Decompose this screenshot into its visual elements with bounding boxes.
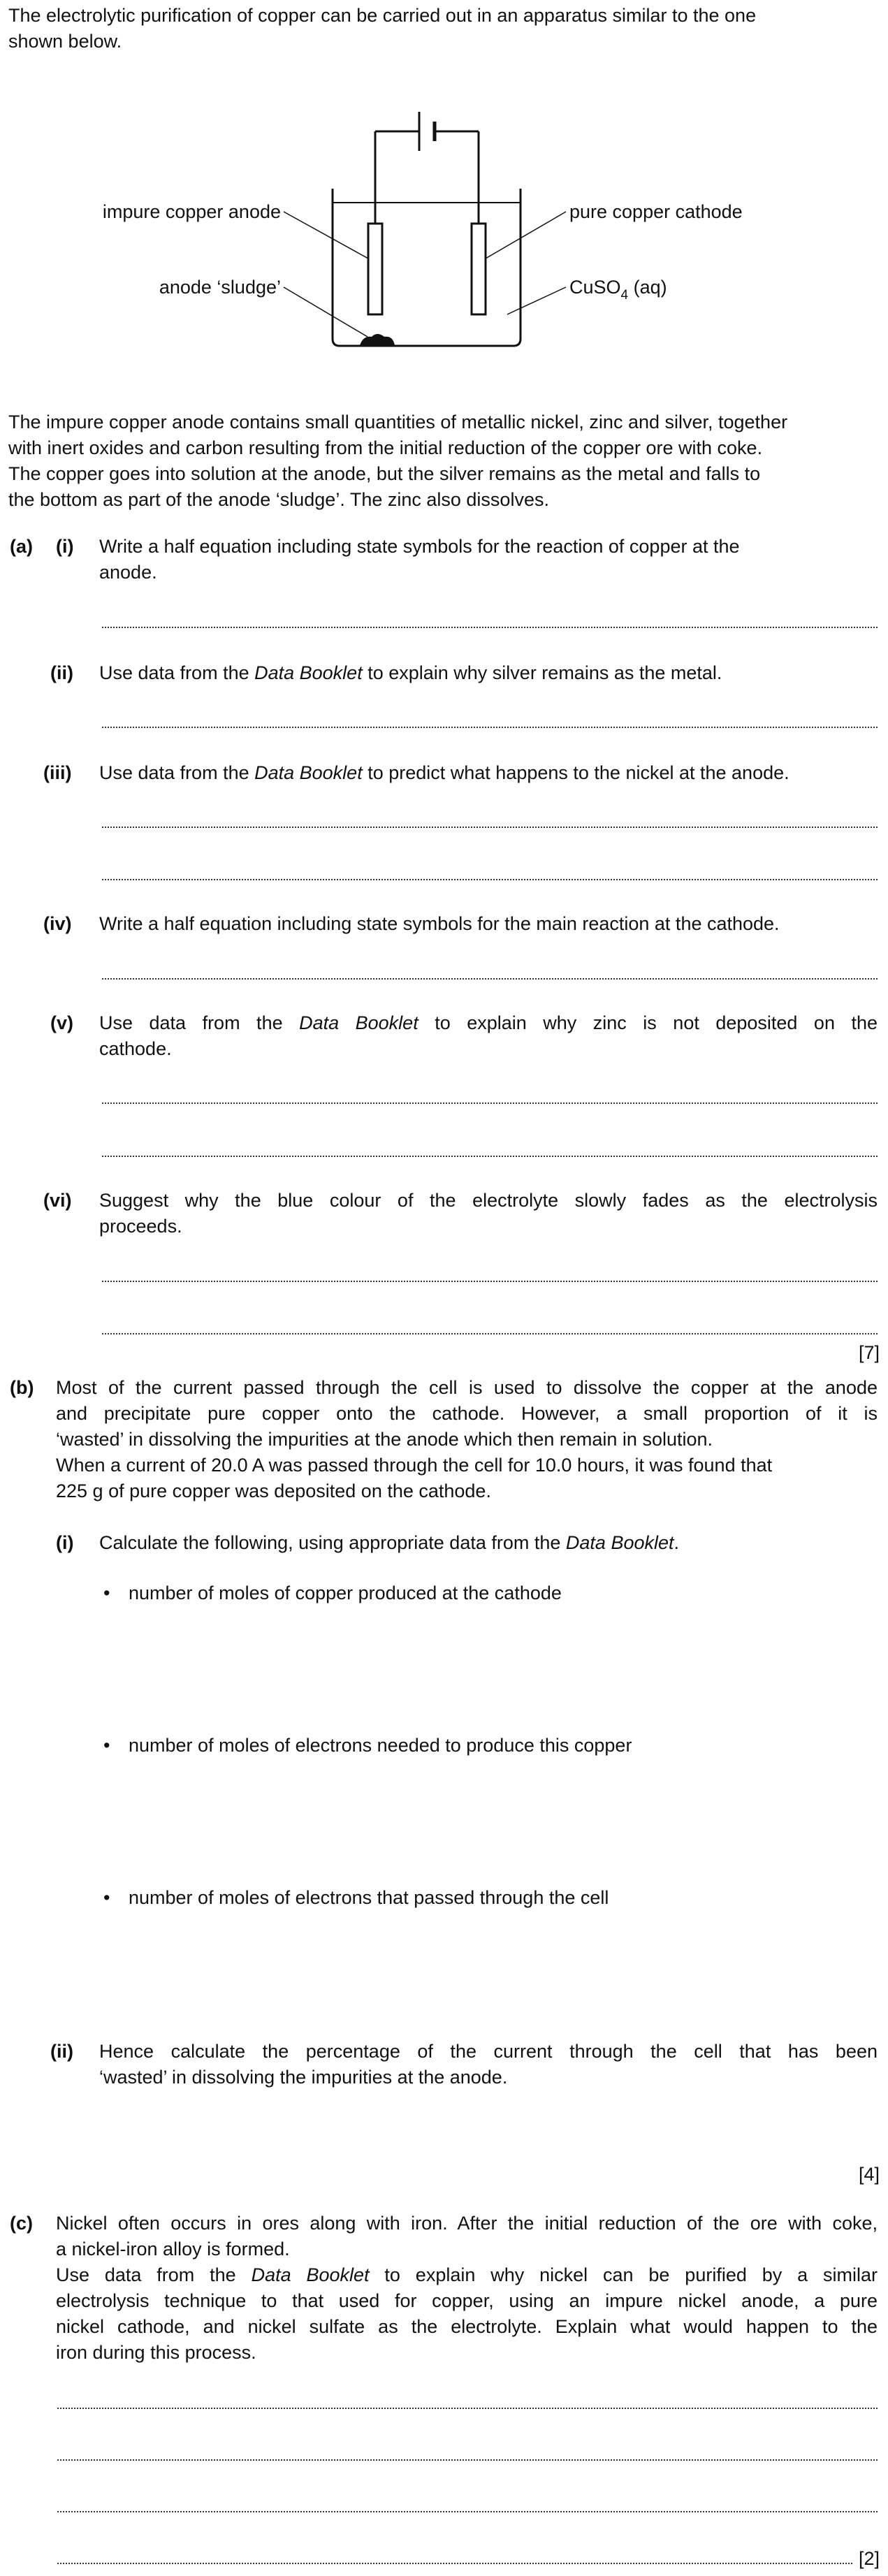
part-a-v-post: to explain why zinc is not deposited on the: [418, 1012, 878, 1033]
leader-anode: [284, 212, 368, 259]
part-b-ii-question: [99, 2039, 878, 2090]
electrolysis-diagram: [0, 91, 888, 356]
part-b-i-label: (i): [56, 1532, 74, 1553]
part-a-vi-line-1: Suggest why the blue colour of the electrolyte slowly fades as the electrolysis: [99, 1190, 878, 1211]
part-a-iii-pre: Use data from the: [99, 762, 255, 783]
answer-line-c-2[interactable]: [57, 2459, 878, 2461]
part-a-vi-line-2: proceeds.: [99, 1216, 182, 1237]
answer-line-a-v-2[interactable]: [102, 1156, 878, 1157]
part-c-line-3: [56, 2262, 878, 2288]
part-b-i-post: .: [674, 1532, 680, 1553]
part-b-marks: [4]: [858, 2164, 880, 2185]
intro-line-1: The electrolytic purification of copper can be carried out in an apparatus similar to the one: [8, 5, 757, 26]
part-a-ii-question: [99, 660, 878, 686]
part-a-ii-booklet: Data Booklet: [254, 662, 363, 683]
bullet-dot-1: •: [103, 1582, 110, 1603]
label-impure-anode: impure copper anode: [102, 201, 281, 222]
context-line-3: The copper goes into solution at the anode, but the silver remains as the metal and falls to: [8, 463, 761, 484]
part-a-ii-pre: Use data from the: [99, 662, 255, 683]
part-c-label: (c): [10, 2213, 33, 2234]
part-a-marks: [7]: [858, 1342, 880, 1363]
context-paragraph: [8, 409, 878, 513]
answer-line-c-1[interactable]: [57, 2408, 878, 2409]
part-a-v-booklet: Data Booklet: [299, 1012, 418, 1033]
part-a-label: (a): [10, 536, 33, 557]
part-b-label: (b): [10, 1377, 34, 1398]
leader-sludge: [284, 287, 367, 337]
part-c-line-3-pre: Use data from the: [56, 2264, 252, 2285]
part-a-i-label: (i): [56, 536, 74, 557]
part-a-iv-text: Write a half equation including state symbols for the main reaction at the cathode.: [99, 913, 780, 934]
answer-line-a-ii[interactable]: [102, 727, 878, 728]
part-a-iii-booklet: Data Booklet: [254, 762, 363, 783]
leader-cathode: [486, 212, 566, 259]
bullet-moles-copper: [103, 1580, 562, 1606]
part-a-vi-label: (vi): [43, 1190, 72, 1211]
answer-line-a-iv[interactable]: [102, 978, 878, 980]
part-b-line-1: Most of the current passed through the cell is used to dissolve the copper at the anode: [56, 1377, 878, 1398]
part-a-i-question: [99, 534, 878, 585]
part-a-v-label: (v): [50, 1012, 73, 1033]
anode-electrode: [368, 224, 382, 314]
part-a-iv-question: [99, 911, 878, 937]
part-c-line-1: Nickel often occurs in ores along with iron. After the initial reduction of the ore with coke,: [56, 2213, 878, 2234]
intro-line-2: shown below.: [8, 31, 122, 52]
part-a-iii-post: to predict what happens to the nickel at the anode.: [362, 762, 789, 783]
answer-line-a-iii-1[interactable]: [102, 827, 878, 828]
part-c-marks: [2]: [858, 2548, 880, 2569]
part-c-line-2: a nickel-iron alloy is formed.: [56, 2239, 290, 2260]
part-a-vi-question: [99, 1188, 878, 1239]
part-a-v-pre: Use data from the: [99, 1012, 300, 1033]
bullet-3-text: number of moles of electrons that passed through the cell: [129, 1887, 609, 1908]
answer-line-a-i[interactable]: [102, 627, 878, 628]
part-a-ii-post: to explain why silver remains as the metal.: [362, 662, 722, 683]
part-b-line-5: 225 g of pure copper was deposited on the cathode.: [56, 1480, 491, 1501]
part-b-line-4: When a current of 20.0 A was passed through the cell for 10.0 hours, it was found that: [56, 1455, 773, 1476]
part-a-i-line-1: Write a half equation including state symbols for the reaction of copper at the: [99, 536, 740, 557]
part-a-ii-label: (ii): [50, 662, 73, 683]
part-b-ii-line-2: ‘wasted’ in dissolving the impurities at the anode.: [99, 2067, 508, 2088]
part-a-v-line-1: [99, 1010, 878, 1036]
part-b-ii-label: (ii): [50, 2041, 73, 2062]
bullet-2-text: number of moles of electrons needed to produce this copper: [129, 1735, 632, 1756]
part-b-stem: [56, 1375, 878, 1504]
bullet-1-text: number of moles of copper produced at the cathode: [129, 1582, 562, 1603]
part-b-line-3: ‘wasted’ in dissolving the impurities at the anode which then remain in solution.: [56, 1429, 713, 1450]
label-anode-sludge: anode ‘sludge’: [159, 277, 281, 298]
part-a-v-line-2: cathode.: [99, 1038, 172, 1059]
bullet-dot-2: •: [103, 1735, 110, 1756]
answer-line-a-v-1[interactable]: [102, 1103, 878, 1104]
leader-electrolyte: [507, 287, 566, 314]
bullet-moles-electrons-needed: [103, 1733, 632, 1759]
label-electrolyte: [569, 277, 667, 303]
bullet-moles-electrons-passed: [103, 1885, 609, 1911]
part-a-v-question: [99, 1010, 878, 1062]
part-a-iii-label: (iii): [43, 762, 72, 783]
part-a-iv-label: (iv): [43, 913, 72, 934]
bullet-dot-3: •: [103, 1887, 110, 1908]
electrolyte-formula: CuSO: [569, 277, 621, 298]
context-line-2: with inert oxides and carbon resulting from the initial reduction of the copper ore with coke.: [8, 437, 763, 458]
part-c-line-4: electrolysis technique to that used for copper, using an impure nickel anode, a pure: [56, 2290, 878, 2311]
part-a-iii-question: [99, 760, 878, 786]
context-line-1: The impure copper anode contains small quantities of metallic nickel, zinc and silver, together: [8, 412, 788, 432]
beaker: [333, 189, 521, 346]
answer-line-c-4[interactable]: [57, 2563, 852, 2564]
part-b-i-pre: Calculate the following, using appropriate data from the: [99, 1532, 566, 1553]
part-a-i-line-2: anode.: [99, 562, 157, 583]
part-b-line-2: and precipitate pure copper onto the cathode. However, a small proportion of it is: [56, 1403, 878, 1424]
answer-line-c-3[interactable]: [57, 2511, 878, 2512]
part-c-booklet: Data Booklet: [251, 2264, 370, 2285]
electrolyte-subscript: 4: [620, 288, 629, 303]
part-b-ii-line-1: Hence calculate the percentage of the current through the cell that has been: [99, 2041, 878, 2062]
label-pure-cathode: pure copper cathode: [569, 201, 743, 222]
intro-text: [8, 3, 878, 54]
electrolyte-state: (aq): [628, 277, 667, 298]
part-c-line-5: nickel cathode, and nickel sulfate as the electrolyte. Explain what would happen to the: [56, 2316, 878, 2337]
context-line-4: the bottom as part of the anode ‘sludge’. The zinc also dissolves.: [8, 489, 549, 510]
answer-line-a-vi-1[interactable]: [102, 1281, 878, 1282]
cathode-electrode: [472, 224, 486, 314]
answer-line-a-vi-2[interactable]: [102, 1333, 878, 1334]
part-b-i-booklet: Data Booklet: [565, 1532, 674, 1553]
answer-line-a-iii-2[interactable]: [102, 879, 878, 880]
part-c-question: [56, 2211, 878, 2366]
part-b-i-question: [99, 1530, 878, 1556]
part-c-line-6: iron during this process.: [56, 2342, 256, 2363]
part-c-line-3-post: to explain why nickel can be purified by a similar: [369, 2264, 878, 2285]
